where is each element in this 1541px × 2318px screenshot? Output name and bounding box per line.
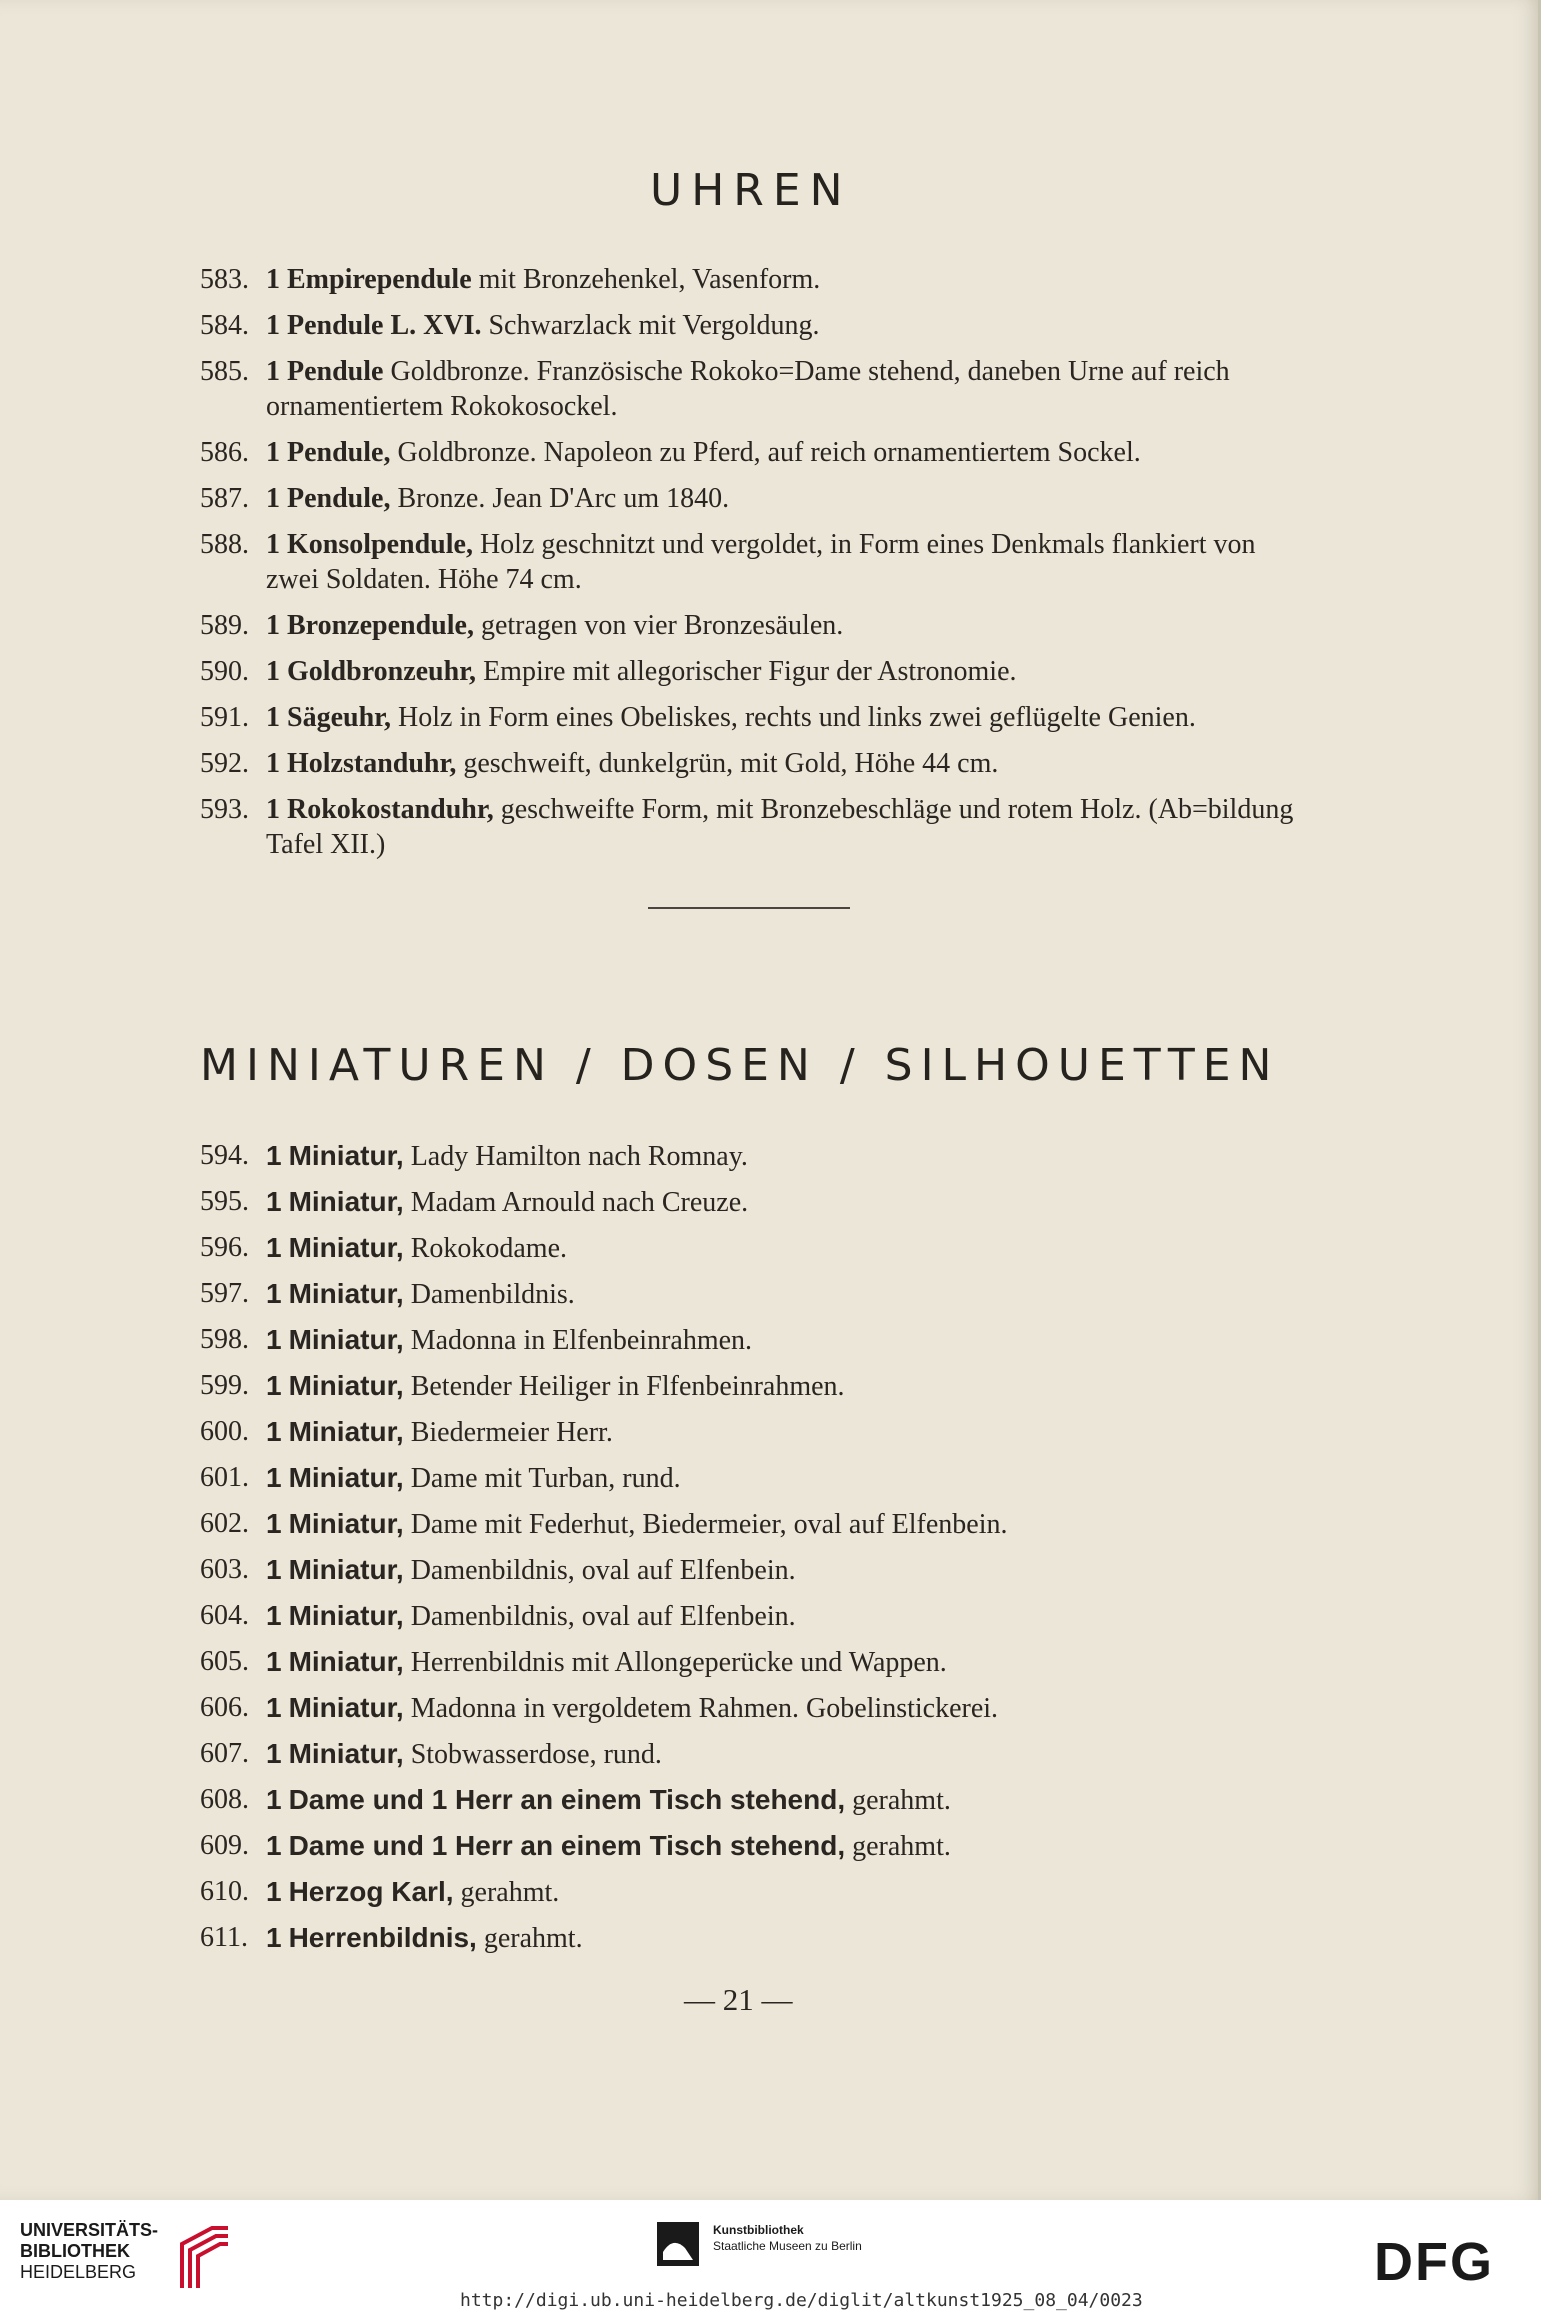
- entry-title: Miniatur,: [288, 1738, 404, 1769]
- entry-description: Stobwasserdose, rund.: [403, 1739, 662, 1770]
- entry-quantity: 1: [266, 1370, 282, 1401]
- entry-quantity: 1: [266, 1922, 282, 1953]
- entry-description: geschweifte Form, mit Bronzebeschläge und rotem Holz. (Ab=bildung Tafel XII.): [266, 794, 1294, 860]
- entry-number: 586.: [200, 437, 249, 468]
- entry-list-uhren: [200, 262, 1300, 873]
- catalog-entry: [200, 1184, 1300, 1220]
- catalog-entry: [200, 1782, 1300, 1818]
- entry-title: Miniatur,: [288, 1692, 404, 1723]
- catalog-entry: [200, 527, 1300, 597]
- catalog-entry: [200, 1736, 1300, 1772]
- entry-title: Pendule L. XVI.: [287, 310, 482, 341]
- entry-description: Lady Hamilton nach Romnay.: [403, 1141, 748, 1172]
- entry-title: Miniatur,: [288, 1278, 404, 1309]
- entry-quantity: 1: [266, 1324, 282, 1355]
- entry-description: mit Bronzehenkel, Vasenform.: [471, 264, 821, 295]
- entry-title: Pendule: [287, 356, 384, 387]
- entry-title: Goldbronzeuhr,: [287, 656, 477, 687]
- catalog-entry: [200, 435, 1300, 470]
- entry-title: Herrenbildnis,: [288, 1922, 477, 1953]
- entry-title: Dame und 1 Herr an einem Tisch stehend,: [288, 1784, 846, 1815]
- catalog-entry: [200, 1552, 1300, 1588]
- catalog-entry: [200, 481, 1300, 516]
- entry-title: Miniatur,: [288, 1554, 404, 1585]
- entry-quantity: 1: [266, 702, 280, 733]
- entry-title: Miniatur,: [288, 1370, 404, 1401]
- entry-description: Betender Heiliger in Flfenbeinrahmen.: [403, 1371, 845, 1402]
- entry-quantity: 1: [266, 1140, 282, 1171]
- entry-quantity: 1: [266, 1232, 282, 1263]
- entry-number: 594.: [200, 1140, 249, 1171]
- entry-title: Miniatur,: [288, 1140, 404, 1171]
- entry-title: Empirependule: [287, 264, 472, 295]
- entry-description: Holz in Form eines Obeliskes, rechts und links zwei geflügelte Genien.: [391, 702, 1196, 733]
- page-number: — 21 —: [684, 1982, 793, 2017]
- kunstbibliothek-text: [713, 2222, 862, 2254]
- entry-quantity: 1: [266, 610, 280, 641]
- section-heading-miniaturen: MINIATUREN / DOSEN / SILHOUETTEN: [200, 1040, 1280, 1091]
- entry-description: gerahmt.: [845, 1831, 951, 1862]
- permalink-url[interactable]: http://digi.ub.uni-heidelberg.de/diglit/altkunst1925_08_04/0023: [460, 2290, 1143, 2311]
- entry-quantity: 1: [266, 356, 280, 387]
- entry-number: 609.: [200, 1830, 249, 1861]
- entry-description: gerahmt.: [845, 1785, 951, 1816]
- entry-title: Holzstanduhr,: [287, 748, 457, 779]
- entry-description: getragen von vier Bronzesäulen.: [473, 610, 844, 641]
- entry-title: Miniatur,: [288, 1416, 404, 1447]
- catalog-entry: [200, 354, 1300, 424]
- library-name-line1: UNIVERSITÄTS-: [20, 2220, 159, 2240]
- entry-quantity: 1: [266, 656, 280, 687]
- catalog-entry: [200, 262, 1300, 297]
- entry-description: Damenbildnis, oval auf Elfenbein.: [403, 1555, 796, 1586]
- entry-description: Biedermeier Herr.: [403, 1417, 613, 1448]
- entry-description: Goldbronze. Französische Rokoko=Dame stehend, daneben Urne auf reich ornamentiertem Rokokosockel.: [266, 356, 1230, 422]
- entry-description: Herrenbildnis mit Allongeperücke und Wappen.: [403, 1647, 947, 1678]
- entry-number: 588.: [200, 529, 249, 560]
- entry-quantity: 1: [266, 1600, 282, 1631]
- museum-name: Kunstbibliothek: [713, 2223, 804, 2237]
- entry-description: Schwarzlack mit Vergoldung.: [481, 310, 820, 341]
- entry-description: gerahmt.: [453, 1877, 560, 1908]
- entry-quantity: 1: [266, 1876, 282, 1907]
- catalog-entry: [200, 700, 1300, 735]
- entry-number: 601.: [200, 1462, 249, 1493]
- entry-list-miniaturen: [200, 1138, 1300, 1966]
- entry-description: Empire mit allegorischer Figur der Astronomie.: [476, 656, 1017, 687]
- entry-quantity: 1: [266, 310, 280, 341]
- entry-number: 596.: [200, 1232, 249, 1263]
- entry-number: 595.: [200, 1186, 249, 1217]
- dfg-logo[interactable]: [1374, 2234, 1524, 2286]
- entry-quantity: 1: [266, 437, 280, 468]
- library-emblem-icon: [172, 2222, 232, 2294]
- entry-quantity: 1: [266, 794, 280, 825]
- entry-description: Holz geschnitzt und vergoldet, in Form eines Denkmals flankiert von zwei Soldaten. Höhe 74 cm.: [266, 529, 1256, 595]
- entry-title: Miniatur,: [288, 1324, 404, 1355]
- museum-subtitle: Staatliche Museen zu Berlin: [713, 2239, 862, 2253]
- entry-title: Herzog Karl,: [288, 1876, 454, 1907]
- entry-description: Madonna in Elfenbeinrahmen.: [403, 1325, 753, 1356]
- section-divider: [648, 907, 850, 909]
- catalog-entry: [200, 1368, 1300, 1404]
- entry-number: 603.: [200, 1554, 249, 1585]
- entry-quantity: 1: [266, 1186, 282, 1217]
- entry-quantity: 1: [266, 1416, 282, 1447]
- entry-title: Bronzependule,: [287, 610, 474, 641]
- entry-quantity: 1: [266, 1830, 282, 1861]
- catalog-entry: [200, 1506, 1300, 1542]
- entry-title: Dame und 1 Herr an einem Tisch stehend,: [288, 1830, 846, 1861]
- entry-title: Miniatur,: [288, 1462, 404, 1493]
- entry-title: Miniatur,: [288, 1232, 404, 1263]
- catalog-entry: [200, 654, 1300, 689]
- university-library-logo[interactable]: [20, 2220, 220, 2300]
- entry-quantity: 1: [266, 1554, 282, 1585]
- catalog-entry: [200, 1690, 1300, 1726]
- catalog-entry: [200, 1644, 1300, 1680]
- catalog-entry: [200, 1828, 1300, 1864]
- entry-number: 590.: [200, 656, 249, 687]
- entry-title: Rokokostanduhr,: [287, 794, 494, 825]
- entry-description: Dame mit Turban, rund.: [403, 1463, 681, 1494]
- catalog-entry: [200, 792, 1300, 862]
- entry-description: Damenbildnis.: [403, 1279, 575, 1310]
- catalog-entry: [200, 608, 1300, 643]
- catalog-entry: [200, 1322, 1300, 1358]
- entry-description: Dame mit Federhut, Biedermeier, oval auf Elfenbein.: [403, 1509, 1008, 1540]
- entry-description: Goldbronze. Napoleon zu Pferd, auf reich ornamentiertem Sockel.: [390, 437, 1141, 468]
- entry-number: 599.: [200, 1370, 249, 1401]
- catalog-entry: [200, 1138, 1300, 1174]
- entry-description: Madonna in vergoldetem Rahmen. Gobelinstickerei.: [403, 1693, 999, 1724]
- library-name-line3: HEIDELBERG: [20, 2262, 137, 2282]
- digitization-footer: [0, 2200, 1541, 2318]
- entry-title: Miniatur,: [288, 1508, 404, 1539]
- entry-title: Pendule,: [287, 483, 391, 514]
- entry-description: gerahmt.: [476, 1923, 583, 1954]
- entry-quantity: 1: [266, 264, 280, 295]
- entry-number: 587.: [200, 483, 249, 514]
- catalog-entry: [200, 746, 1300, 781]
- entry-number: 597.: [200, 1278, 249, 1309]
- entry-quantity: 1: [266, 483, 280, 514]
- catalog-entry: [200, 1920, 1300, 1956]
- entry-description: Madam Arnould nach Creuze.: [403, 1187, 749, 1218]
- entry-title: Konsolpendule,: [287, 529, 473, 560]
- entry-title: Miniatur,: [288, 1600, 404, 1631]
- entry-number: 585.: [200, 356, 249, 387]
- entry-quantity: 1: [266, 1784, 282, 1815]
- entry-description: geschweift, dunkelgrün, mit Gold, Höhe 44 cm.: [456, 748, 999, 779]
- entry-number: 605.: [200, 1646, 249, 1677]
- entry-number: 610.: [200, 1876, 249, 1907]
- entry-quantity: 1: [266, 1692, 282, 1723]
- entry-number: 606.: [200, 1692, 249, 1723]
- entry-quantity: 1: [266, 1508, 282, 1539]
- entry-title: Sägeuhr,: [287, 702, 392, 733]
- entry-number: 584.: [200, 310, 249, 341]
- catalog-entry: [200, 1414, 1300, 1450]
- entry-description: Rokokodame.: [403, 1233, 568, 1264]
- entry-number: 583.: [200, 264, 249, 295]
- entry-number: 591.: [200, 702, 249, 733]
- entry-number: 592.: [200, 748, 249, 779]
- entry-number: 604.: [200, 1600, 249, 1631]
- entry-quantity: 1: [266, 1278, 282, 1309]
- entry-number: 598.: [200, 1324, 249, 1355]
- entry-title: Miniatur,: [288, 1646, 404, 1677]
- kunstbibliothek-emblem-icon: [657, 2222, 699, 2266]
- entry-description: Bronze. Jean D'Arc um 1840.: [390, 483, 730, 514]
- section-heading-uhren: UHREN: [650, 165, 852, 216]
- entry-number: 608.: [200, 1784, 249, 1815]
- entry-quantity: 1: [266, 1738, 282, 1769]
- catalog-entry: [200, 1598, 1300, 1634]
- catalog-entry: [200, 308, 1300, 343]
- catalog-entry: [200, 1460, 1300, 1496]
- entry-number: 607.: [200, 1738, 249, 1769]
- catalog-entry: [200, 1276, 1300, 1312]
- library-name-line2: BIBLIOTHEK: [20, 2241, 130, 2261]
- entry-quantity: 1: [266, 1462, 282, 1493]
- entry-number: 593.: [200, 794, 249, 825]
- entry-title: Pendule,: [287, 437, 391, 468]
- catalog-entry: [200, 1230, 1300, 1266]
- entry-number: 600.: [200, 1416, 249, 1447]
- entry-quantity: 1: [266, 529, 280, 560]
- entry-description: Damenbildnis, oval auf Elfenbein.: [403, 1601, 796, 1632]
- entry-number: 611.: [200, 1922, 248, 1953]
- catalog-entry: [200, 1874, 1300, 1910]
- entry-title: Miniatur,: [288, 1186, 404, 1217]
- entry-number: 589.: [200, 610, 249, 641]
- entry-quantity: 1: [266, 1646, 282, 1677]
- entry-number: 602.: [200, 1508, 249, 1539]
- dfg-logo-text: DFG: [1374, 2234, 1494, 2286]
- entry-quantity: 1: [266, 748, 280, 779]
